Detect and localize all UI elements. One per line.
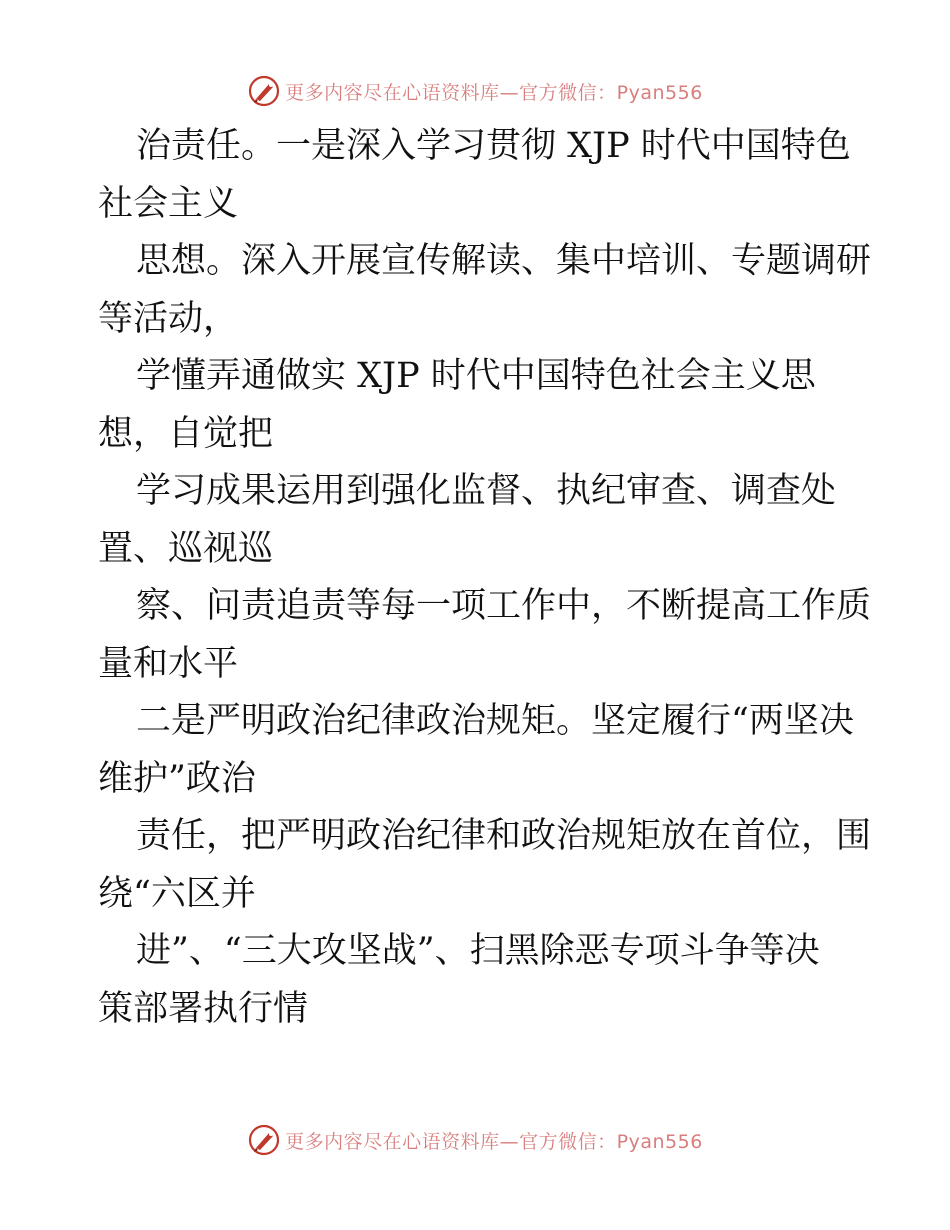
paragraph-line: 学习成果运用到强化监督、执纪审查、调查处 <box>136 471 837 511</box>
paragraph <box>98 578 872 693</box>
paragraph-line: 二是严明政治纪律政治规矩。坚定履行“两坚决 <box>136 701 854 741</box>
paragraph-line: 责任，把严明政治纪律和政治规矩放在首位，围 <box>136 816 872 856</box>
document-body <box>98 118 872 1038</box>
paragraph-line: 想，自觉把 <box>98 413 274 454</box>
paragraph-line: 思想。深入开展宣传解读、集中培训、专题调研 <box>136 241 872 281</box>
footer-watermark <box>0 1120 950 1160</box>
paragraph <box>98 118 858 233</box>
paragraph-line: 维护”政治 <box>98 758 256 799</box>
header-watermark <box>0 71 950 111</box>
paragraph-line: 进”、“三大攻坚战”、扫黑除恶专项斗争等决 <box>136 931 820 971</box>
paragraph <box>98 923 858 1038</box>
pen-logo-icon <box>247 74 281 108</box>
paragraph-line: 察、问责追责等每一项工作中，不断提高工作质 <box>136 586 872 626</box>
watermark-text: 更多内容尽在心语资料库—官方微信：Pyan556 <box>285 81 703 104</box>
paragraph-line: 策部署执行情 <box>98 988 309 1029</box>
paragraph <box>98 348 858 463</box>
paragraph-line: 等活动， <box>98 298 239 339</box>
watermark-text: 更多内容尽在心语资料库—官方微信：Pyan556 <box>285 1130 703 1153</box>
paragraph-line: 治责任。一是深入学习贯彻 XJP 时代中国特色 <box>136 126 851 166</box>
pen-logo-icon <box>247 1123 281 1157</box>
paragraph <box>98 233 872 348</box>
paragraph-line: 学懂弄通做实 XJP 时代中国特色社会主义思 <box>136 356 816 396</box>
paragraph-line: 量和水平 <box>98 643 239 684</box>
paragraph <box>98 463 858 578</box>
paragraph <box>98 693 858 808</box>
paragraph-line: 置、巡视巡 <box>98 528 274 569</box>
paragraph-line: 绕“六区并 <box>98 873 256 914</box>
paragraph-line: 社会主义 <box>98 183 239 224</box>
paragraph <box>98 808 872 923</box>
